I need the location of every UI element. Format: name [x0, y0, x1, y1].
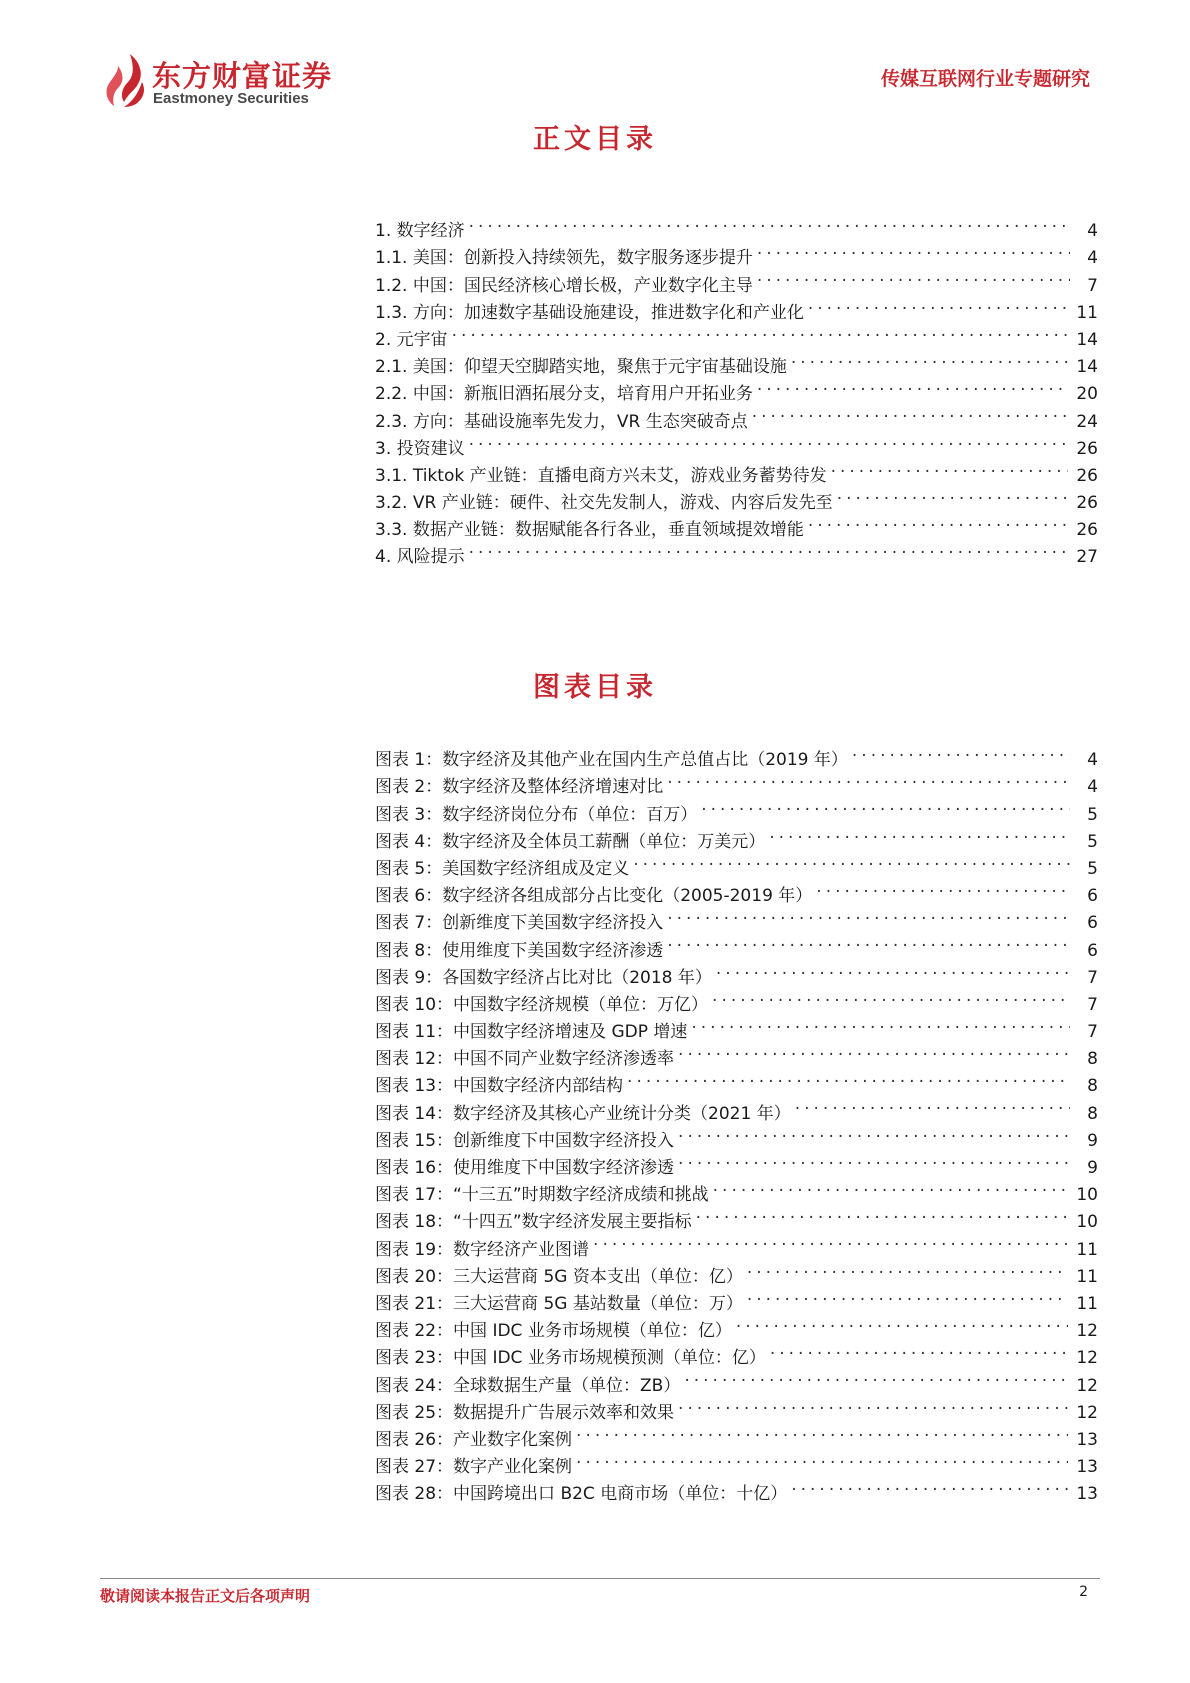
figure-entry-page: 9	[1087, 1130, 1098, 1151]
figure-entry-page: 4	[1087, 777, 1098, 798]
dot-leader	[701, 792, 1070, 819]
figure-entry-page: 13	[1076, 1429, 1098, 1450]
footer-divider	[100, 1578, 1100, 1579]
toc-list	[375, 209, 1098, 568]
dot-leader	[747, 1255, 1069, 1282]
dot-leader	[736, 1309, 1069, 1336]
figure-entry-page: 12	[1076, 1321, 1098, 1342]
figure-entry-label: 图表 12：中国不同产业数字经济渗透率	[375, 1049, 675, 1070]
dot-leader	[593, 1227, 1068, 1254]
dot-leader	[795, 1091, 1070, 1118]
toc-entry-page: 14	[1076, 329, 1098, 350]
dot-leader	[791, 1472, 1068, 1499]
toc-entry-page: 26	[1076, 520, 1098, 541]
toc-entry-label: 3.2. VR 产业链：硬件、社交先发制人，游戏、内容后发先至	[375, 493, 833, 514]
figure-entry-page: 8	[1087, 1049, 1098, 1070]
figure-entry-page: 5	[1087, 831, 1098, 852]
figure-entry-page: 12	[1076, 1348, 1098, 1369]
dot-leader	[757, 372, 1069, 399]
figure-entry-page: 13	[1076, 1457, 1098, 1478]
figure-entry-label: 图表 7：创新维度下美国数字经济投入	[375, 913, 664, 934]
dot-leader	[852, 738, 1070, 765]
dot-leader	[691, 1010, 1070, 1037]
dot-leader	[678, 1037, 1070, 1064]
dot-leader	[696, 1200, 1069, 1227]
figure-entry-page: 11	[1076, 1266, 1098, 1287]
figure-entry-label: 图表 2：数字经济及整体经济增速对比	[375, 777, 664, 798]
dot-leader	[712, 983, 1070, 1010]
figure-entry-label: 图表 25：数据提升广告展示效率和效果	[375, 1402, 675, 1423]
toc-entry-label: 2.2. 中国：新瓶旧酒拓展分支，培育用户开拓业务	[375, 384, 753, 405]
toc-entry-label: 2.1. 美国：仰望天空脚踏实地，聚焦于元宇宙基础设施	[375, 357, 787, 378]
figure-entry-page: 10	[1076, 1212, 1098, 1233]
figure-entry-page: 12	[1076, 1375, 1098, 1396]
dot-leader	[633, 847, 1070, 874]
dot-leader	[713, 1173, 1069, 1200]
toc-entry-page: 4	[1087, 248, 1098, 269]
figure-entry-label: 图表 17：“十三五”时期数字经济成绩和挑战	[375, 1185, 709, 1206]
toc-entry[interactable]	[375, 318, 1098, 350]
figure-entry-label: 图表 18：“十四五”数字经济发展主要指标	[375, 1212, 692, 1233]
figure-entry-page: 12	[1076, 1402, 1098, 1423]
toc-entry-label: 2. 元宇宙	[375, 329, 448, 350]
figures-list	[375, 738, 1098, 1505]
page-header	[0, 0, 1190, 120]
page-number: 2	[1079, 1584, 1088, 1600]
toc-entry-label: 4. 风险提示	[375, 547, 465, 568]
figure-entry-label: 图表 6：数字经济各组成部分占比变化（2005-2019 年）	[375, 886, 813, 907]
dot-leader	[752, 399, 1069, 426]
dot-leader	[716, 956, 1070, 983]
toc-entry-page: 26	[1076, 438, 1098, 459]
toc-entry-label: 1.3. 方向：加速数字基础设施建设，推进数字化和产业化	[375, 302, 804, 323]
dot-leader	[576, 1445, 1068, 1472]
dot-leader	[747, 1282, 1069, 1309]
figure-entry-page: 7	[1087, 1022, 1098, 1043]
dot-leader	[627, 1064, 1070, 1091]
figure-entry-label: 图表 19：数字经济产业图谱	[375, 1239, 590, 1260]
report-type: 传媒互联网行业专题研究	[880, 68, 1090, 90]
figure-entry-page: 9	[1087, 1158, 1098, 1178]
dot-leader	[684, 1363, 1068, 1390]
disclaimer-note: 敬请阅读本报告正文后各项声明	[100, 1587, 311, 1605]
dot-leader	[469, 535, 1069, 562]
figure-entry-page: 6	[1087, 913, 1098, 934]
dot-leader	[452, 318, 1069, 345]
dot-leader	[678, 1391, 1068, 1418]
toc-entry-label: 1. 数字经济	[375, 221, 465, 242]
figure-entry-label: 图表 23：中国 IDC 业务市场规模预测（单位：亿）	[375, 1348, 766, 1369]
figure-entry-page: 7	[1087, 994, 1098, 1015]
toc-entry[interactable]	[375, 236, 1098, 269]
figure-entry-label: 图表 11：中国数字经济增速及 GDP 增速	[375, 1022, 688, 1043]
toc-entry[interactable]	[375, 209, 1098, 242]
flame-logo-icon	[100, 52, 150, 108]
dot-leader	[678, 1146, 1070, 1173]
figure-entry-page: 4	[1087, 750, 1098, 771]
toc-entry-label: 1.1. 美国：创新投入持续领先，数字服务逐步提升	[375, 248, 753, 269]
figure-entry-label: 图表 14：数字经济及其核心产业统计分类（2021 年）	[375, 1103, 791, 1124]
dot-leader	[816, 874, 1070, 901]
figure-entry-label: 图表 9：各国数字经济占比对比（2018 年）	[375, 967, 712, 988]
figure-entry-label: 图表 5：美国数字经济组成及定义	[375, 858, 630, 879]
toc-entry-page: 26	[1076, 493, 1098, 514]
figure-entry-page: 11	[1076, 1293, 1098, 1314]
toc-entry-page: 26	[1076, 465, 1098, 486]
toc-entry[interactable]	[375, 427, 1098, 459]
figure-entry-page: 8	[1087, 1103, 1098, 1124]
figure-entry-page: 5	[1087, 858, 1098, 879]
toc-entry-page: 7	[1087, 275, 1098, 296]
toc-entry[interactable]	[375, 454, 1098, 486]
figure-entry-label: 图表 20：三大运营商 5G 资本支出（单位：亿）	[375, 1266, 743, 1287]
figures-title: 图表目录	[533, 672, 657, 703]
figure-entry-label: 图表 16：使用维度下中国数字经济渗透	[375, 1158, 675, 1178]
figure-entry-page: 6	[1087, 886, 1098, 907]
toc-entry-page: 20	[1076, 384, 1098, 405]
toc-entry-page: 27	[1076, 547, 1098, 568]
figure-entry-page: 13	[1076, 1484, 1098, 1505]
company-name-cn: 东方财富证券	[152, 59, 333, 93]
dot-leader	[678, 1119, 1070, 1146]
dot-leader	[757, 263, 1070, 290]
figure-entry-page: 10	[1076, 1185, 1098, 1206]
figure-entry-label: 图表 8：使用维度下美国数字经济渗透	[375, 940, 664, 961]
figure-entry-page: 11	[1076, 1239, 1098, 1260]
toc-entry-label: 3.3. 数据产业链：数据赋能各行各业，垂直领域提效增能	[375, 520, 804, 541]
company-logo	[100, 52, 360, 112]
figure-entry-page: 6	[1087, 940, 1098, 961]
dot-leader	[808, 291, 1069, 318]
toc-entry[interactable]	[375, 535, 1098, 568]
toc-entry-label: 1.2. 中国：国民经济核心增长极，产业数字化主导	[375, 275, 753, 296]
dot-leader	[469, 427, 1069, 454]
dot-leader	[769, 820, 1070, 847]
figure-entry-label: 图表 10：中国数字经济规模（单位：万亿）	[375, 994, 709, 1015]
toc-title: 正文目录	[533, 124, 657, 155]
figure-entry-label: 图表 28：中国跨境出口 B2C 电商市场（单位：十亿）	[375, 1484, 788, 1505]
toc-entry-page: 11	[1076, 302, 1098, 323]
dot-leader	[667, 765, 1070, 792]
figure-entry-label: 图表 22：中国 IDC 业务市场规模（单位：亿）	[375, 1321, 732, 1342]
dot-leader	[757, 236, 1070, 263]
toc-entry-page: 24	[1076, 411, 1098, 432]
dot-leader	[667, 928, 1070, 955]
toc-entry-label: 2.3. 方向：基础设施率先发力，VR 生态突破奇点	[375, 411, 748, 432]
company-name-en: Eastmoney Securities	[153, 90, 309, 107]
figure-entry[interactable]	[375, 738, 1098, 771]
figure-entry-label: 图表 15：创新维度下中国数字经济投入	[375, 1130, 675, 1151]
figure-entry-label: 图表 24：全球数据生产量（单位：ZB）	[375, 1375, 681, 1396]
dot-leader	[831, 454, 1069, 481]
figure-entry-label: 图表 27：数字产业化案例	[375, 1457, 573, 1478]
toc-entry-page: 4	[1087, 221, 1098, 242]
toc-entry-label: 3. 投资建议	[375, 438, 465, 459]
toc-entry-label: 3.1. Tiktok 产业链：直播电商方兴未艾，游戏业务蓄势待发	[375, 465, 827, 486]
figure-entry-label: 图表 26：产业数字化案例	[375, 1429, 573, 1450]
dot-leader	[770, 1336, 1069, 1363]
dot-leader	[837, 481, 1069, 508]
dot-leader	[667, 901, 1070, 928]
toc-entry[interactable]	[375, 345, 1098, 378]
figure-entry-page: 8	[1087, 1076, 1098, 1097]
dot-leader	[808, 508, 1069, 535]
figure-entry-label: 图表 13：中国数字经济内部结构	[375, 1076, 624, 1097]
dot-leader	[791, 345, 1069, 372]
figure-entry-page: 7	[1087, 967, 1098, 988]
figure-entry-label: 图表 4：数字经济及全体员工薪酬（单位：万美元）	[375, 831, 766, 852]
figure-entry-label: 图表 3：数字经济岗位分布（单位：百万）	[375, 804, 698, 825]
figure-entry-label: 图表 21：三大运营商 5G 基站数量（单位：万）	[375, 1293, 743, 1314]
dot-leader	[576, 1418, 1068, 1445]
figure-entry-label: 图表 1：数字经济及其他产业在国内生产总值占比（2019 年）	[375, 750, 848, 771]
dot-leader	[469, 209, 1070, 236]
figure-entry-page: 5	[1087, 804, 1098, 825]
toc-entry-page: 14	[1076, 357, 1098, 378]
